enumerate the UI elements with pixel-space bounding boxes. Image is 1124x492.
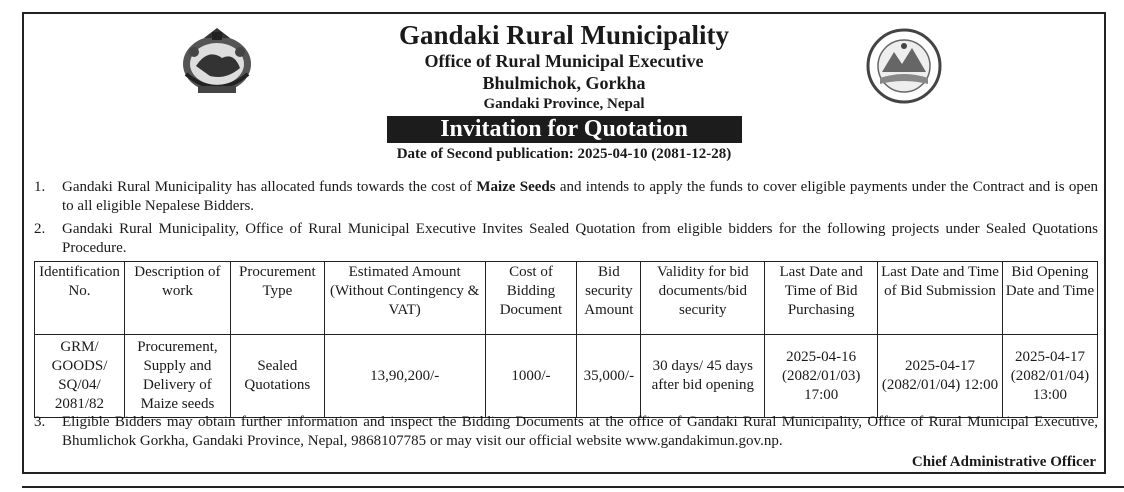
table-header-row [35, 262, 1098, 335]
paragraph-number: 1. [34, 179, 46, 195]
signatory-title: Chief Administrative Officer [911, 454, 1096, 470]
table-cell: 35,000/- [577, 335, 641, 418]
table-cell: 13,90,200/- [324, 335, 485, 418]
column-header: Estimated Amount (Without Contingency & VAT) [324, 262, 485, 335]
paragraph-1 [34, 178, 1098, 216]
paragraph-text [62, 178, 1098, 216]
column-header: Cost of Bidding Document [485, 262, 577, 335]
paragraph-2 [34, 220, 1098, 258]
table-cell: Procurement, Supply and Delivery of Maize seeds [124, 335, 230, 418]
table-cell: 2025-04-17 (2082/01/04) 12:00 [878, 335, 1003, 418]
bottom-divider [22, 486, 1124, 488]
item-name: Maize Seeds [476, 179, 556, 195]
table-cell: Sealed Quotations [230, 335, 324, 418]
office-name: Office of Rural Municipal Executive [424, 51, 704, 71]
table-row [35, 335, 1098, 418]
paragraph-text-part: Gandaki Rural Municipality has allocated funds towards the cost of [62, 179, 477, 195]
bid-table [34, 261, 1098, 418]
table-cell: 30 days/ 45 days after bid opening [641, 335, 765, 418]
paragraph-text: Eligible Bidders may obtain further information and inspect the Bidding Documents at the office of Gandaki Rural Municipality, Office of Rural Municipal Executive, Bhumlichok Gorkha, Gandaki Province, Nepal, 9868107785 or may visit our official website www.gandakimun.gov.np. [62, 414, 1098, 449]
table-cell: 1000/- [485, 335, 577, 418]
paragraph-text-part: and intends to apply the funds to cover eligible payments under the Contract and is open to all eligible Nepalese Bidders. [62, 179, 1098, 214]
notice-banner: Invitation for Quotation [387, 116, 742, 143]
column-header: Description of work [124, 262, 230, 335]
paragraph-number: 2. [34, 221, 46, 237]
column-header: Validity for bid documents/bid security [641, 262, 765, 335]
column-header: Bid Opening Date and Time [1002, 262, 1097, 335]
table-cell: 2025-04-16 (2082/01/03) 17:00 [765, 335, 878, 418]
table-cell: 2025-04-17 (2082/01/04) 13:00 [1002, 335, 1097, 418]
table-cell: GRM/ GOODS/ SQ/04/ 2081/82 [35, 335, 125, 418]
column-header: Identification No. [35, 262, 125, 335]
notice-frame [22, 12, 1106, 474]
column-header: Bid security Amount [577, 262, 641, 335]
office-location: Bhulmichok, Gorkha [482, 73, 646, 93]
column-header: Procurement Type [230, 262, 324, 335]
paragraph-number: 3. [34, 414, 46, 430]
paragraph-3 [34, 413, 1098, 451]
municipality-title: Gandaki Rural Municipality [398, 20, 730, 50]
publication-date: Date of Second publication: 2025-04-10 (2081-12-28) [396, 146, 732, 162]
column-header: Last Date and Time of Bid Purchasing [765, 262, 878, 335]
notice-header [24, 20, 1104, 164]
paragraph-text: Gandaki Rural Municipality, Office of Rural Municipal Executive Invites Sealed Quotation from eligible bidders for the following projects under Sealed Quotations Procedure. [62, 221, 1098, 256]
column-header: Last Date and Time of Bid Submission [878, 262, 1003, 335]
province-name: Gandaki Province, Nepal [483, 96, 645, 112]
